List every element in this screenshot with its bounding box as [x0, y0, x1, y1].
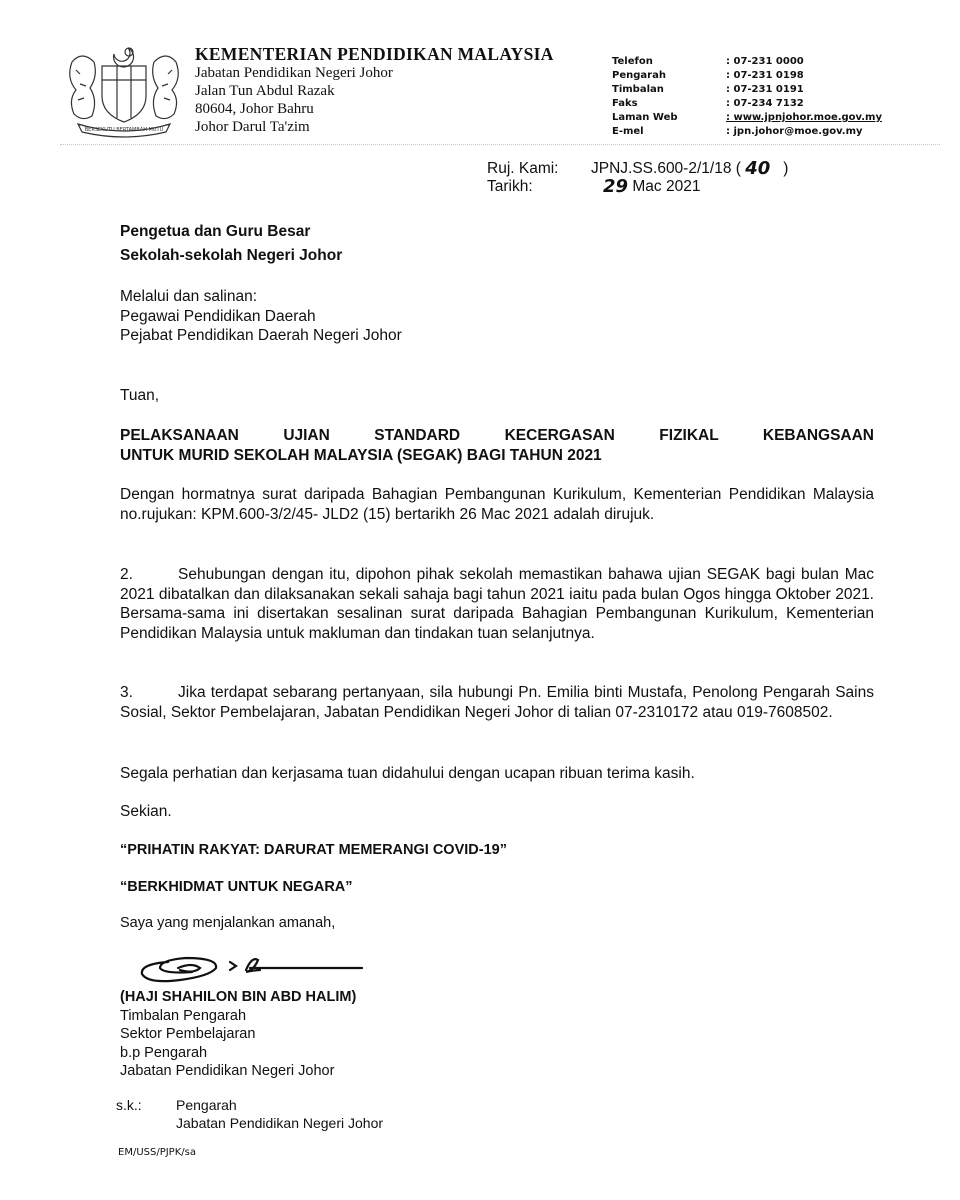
slogan-berkhidmat: “BERKHIDMAT UNTUK NEGARA” — [120, 879, 353, 895]
signatory-title3: b.p Pengarah — [120, 1044, 208, 1061]
slogan-covid: “PRIHATIN RAKYAT: DARURAT MEMERANGI COVID-19” — [120, 842, 507, 858]
recipient-line2: Sekolah-sekolah Negeri Johor — [120, 247, 343, 264]
subject-block — [120, 426, 874, 465]
contact-row-pengarah — [612, 69, 882, 83]
contact-label: Laman Web — [612, 112, 678, 123]
contact-label: E-mel — [612, 126, 644, 137]
salutation: Tuan, — [120, 387, 160, 404]
handwritten-signature-icon — [138, 950, 370, 990]
date-label: Tarikh: — [487, 178, 533, 195]
signatory-name: (HAJI SHAHILON BIN ABD HALIM) — [120, 989, 357, 1005]
contact-value: : 07-231 0198 — [726, 70, 804, 81]
date-row — [487, 178, 788, 196]
website-link[interactable]: : www.jpnjohor.moe.gov.my — [726, 112, 882, 123]
subject-line2: UNTUK MURID SEKOLAH MALAYSIA (SEGAK) BAGI TAHUN 2021 — [120, 446, 602, 464]
reference-close: ) — [783, 160, 789, 177]
carbon-copy-block — [116, 1096, 383, 1132]
contact-label: Telefon — [612, 56, 653, 67]
cc-label: s.k.: — [116, 1097, 142, 1113]
postcode-city: 80604, Johor Bahru — [195, 101, 314, 117]
reference-label: Ruj. Kami: — [487, 160, 559, 177]
signoff-intro: Saya yang menjalankan amanah, — [120, 915, 336, 931]
via-line1: Melalui dan salinan: — [120, 288, 258, 305]
letterhead-address — [195, 44, 554, 136]
paragraph-2-number: 2. — [120, 566, 133, 583]
signatory-title1: Timbalan Pengarah — [120, 1007, 247, 1024]
closing-line: Sekian. — [120, 803, 172, 820]
paragraph-2 — [120, 565, 874, 643]
contact-label: Timbalan — [612, 84, 664, 95]
thanks-line: Segala perhatian dan kerjasama tuan didahului dengan ucapan ribuan terima kasih. — [120, 765, 695, 782]
date-handwritten-day: 29 — [603, 176, 629, 197]
contact-details — [612, 55, 882, 139]
contact-row-telefon — [612, 55, 882, 69]
reference-block — [487, 160, 788, 196]
contact-row-faks — [612, 97, 882, 111]
signatory-title2: Sektor Pembelajaran — [120, 1026, 256, 1042]
cc-line2: Jabatan Pendidikan Negeri Johor — [176, 1115, 384, 1131]
paragraph-3-text: Jika terdapat sebarang pertanyaan, sila hubungi Pn. Emilia binti Mustafa, Penolong Pengarah Sains Sosial, Sektor Pembelajaran, Jabatan Pendidikan Negeri Johor di talian 07-2310172 atau 019-7608502. — [120, 684, 874, 721]
street-address: Jalan Tun Abdul Razak — [195, 83, 335, 99]
recipient-block — [120, 220, 342, 268]
via-block — [120, 287, 402, 346]
reference-value: JPNJ.SS.600-2/1/18 ( — [591, 160, 741, 177]
paragraph-1: Dengan hormatnya surat daripada Bahagian Pembangunan Kurikulum, Kementerian Pendidikan Malaysia no.rujukan: KPM.600-3/2/45- JLD2 (15) bertarikh 26 Mac 2021 adalah dirujuk. — [120, 486, 874, 523]
recipient-line1: Pengetua dan Guru Besar — [120, 223, 311, 240]
date-value: Mac 2021 — [632, 178, 701, 195]
contact-value: : 07-234 7132 — [726, 98, 804, 109]
state-name: Johor Darul Ta'zim — [195, 119, 310, 135]
contact-label: Faks — [612, 98, 638, 109]
via-line3: Pejabat Pendidikan Daerah Negeri Johor — [120, 327, 402, 344]
paragraph-3 — [120, 683, 874, 722]
subject-line1: PELAKSANAAN UJIAN STANDARD KECERGASAN FIZIKAL KEBANGSAAN — [120, 427, 874, 444]
ministry-name: KEMENTERIAN PENDIDIKAN MALAYSIA — [195, 44, 554, 64]
contact-value: : 07-231 0191 — [726, 84, 804, 95]
signatory-title4: Jabatan Pendidikan Negeri Johor — [120, 1063, 335, 1079]
contact-row-laman-web — [612, 111, 882, 125]
cc-line1: Pengarah — [176, 1097, 237, 1113]
paragraph-2-text: Sehubungan dengan itu, dipohon pihak sekolah memastikan bahawa ujian SEGAK bagi bulan Mac 2021 dibatalkan dan dilaksanakan sekali sahaja bagi tahun 2021 iaitu pada bulan Ogos hingga Oktober 2021. Bersama-sama ini disertakan sesalinan surat daripada Bahagian Pembangunan Kurikulum, Kementerian Pendidikan Malaysia untuk makluman dan tindakan tuan selanjutnya. — [120, 566, 874, 642]
contact-row-timbalan — [612, 83, 882, 97]
svg-text:BERSEKUTU BERTAMBAH MUTU: BERSEKUTU BERTAMBAH MUTU — [84, 127, 164, 133]
department-name: Jabatan Pendidikan Negeri Johor — [195, 65, 393, 81]
via-line2: Pegawai Pendidikan Daerah — [120, 307, 316, 325]
email-link[interactable]: : jpn.johor@moe.gov.my — [726, 126, 863, 137]
reference-row — [487, 160, 788, 178]
malaysia-coat-of-arms-icon — [62, 40, 186, 138]
contact-label: Pengarah — [612, 70, 666, 81]
file-code: EM/USS/PJPK/sa — [118, 1147, 196, 1158]
paragraph-3-number: 3. — [120, 684, 133, 701]
contact-value: : 07-231 0000 — [726, 56, 804, 67]
contact-row-emel — [612, 125, 882, 139]
reference-handwritten-number: 40 — [745, 158, 771, 179]
signatory-block — [120, 988, 356, 1081]
header-divider — [60, 144, 940, 145]
